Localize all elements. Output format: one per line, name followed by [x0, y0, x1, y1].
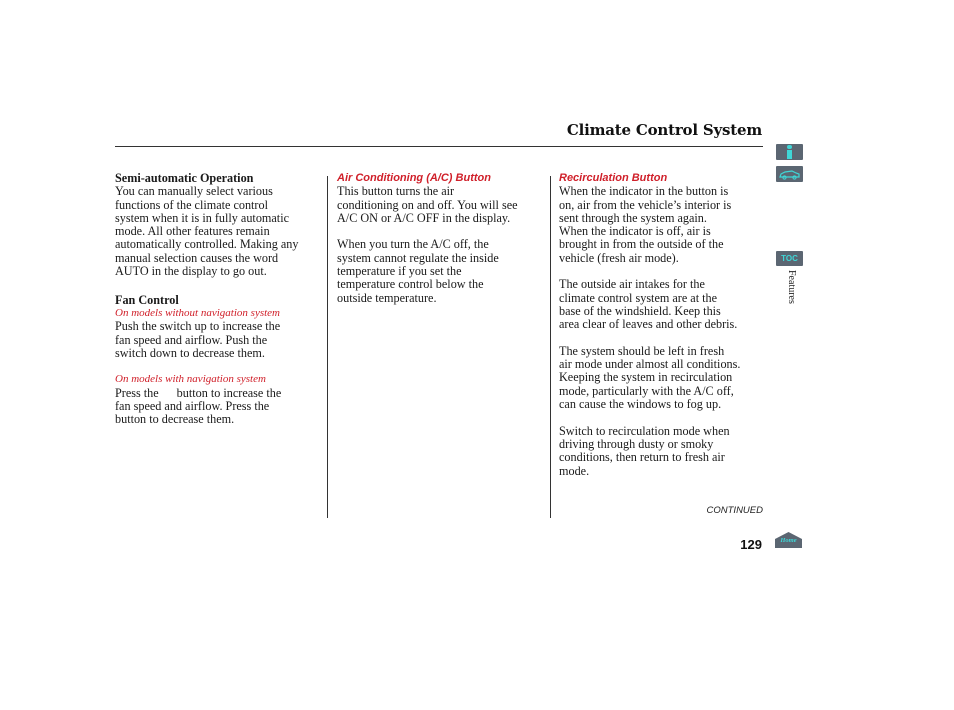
- text-line: temperature control below the: [337, 277, 484, 292]
- text-line: Keeping the system in recirculation: [559, 370, 733, 385]
- text-line: switch down to decrease them.: [115, 345, 265, 360]
- text-line: AUTO in the display to go out.: [115, 264, 267, 279]
- text-line: You can manually select various: [115, 184, 273, 199]
- page-number: 129: [740, 537, 762, 552]
- text-line: base of the windshield. Keep this: [559, 303, 721, 318]
- heading-semi-automatic: Semi-automatic Operation: [115, 171, 254, 185]
- text-line: A/C ON or A/C OFF in the display.: [337, 210, 511, 225]
- toc-label: TOC: [781, 254, 798, 263]
- text-line: automatically controlled. Making any: [115, 237, 299, 252]
- section-tab-features[interactable]: Features: [786, 270, 797, 304]
- text-line: area clear of leaves and other debris.: [559, 317, 738, 332]
- para-dusty-conditions: [559, 425, 764, 478]
- para-semi-automatic: [115, 185, 320, 278]
- text-line: The outside air intakes for the: [559, 277, 705, 292]
- text-line: fan speed and airflow. Press the: [115, 399, 270, 414]
- note-with-navigation: On models with navigation system: [115, 373, 266, 386]
- para-fan-button: [115, 387, 320, 427]
- text-line: Switch to recirculation mode when: [559, 423, 730, 438]
- para-ac-off: [337, 238, 542, 304]
- note-without-navigation: On models without navigation system: [115, 306, 280, 319]
- title-divider: [115, 146, 763, 147]
- home-button[interactable]: [774, 531, 803, 549]
- heading-recirculation-button: Recirculation Button: [559, 172, 668, 184]
- text-line: on, air from the vehicle’s interior is: [559, 197, 732, 212]
- text-line: The system should be left in fresh: [559, 343, 725, 358]
- text-line: When the indicator is off, air is: [559, 224, 711, 239]
- text-line: temperature if you set the: [337, 264, 462, 279]
- text-line: conditioning on and off. You will see: [337, 197, 518, 212]
- para-recirculation-indicator: [559, 185, 764, 265]
- text-line: brought in from the outside of the: [559, 237, 724, 252]
- text-line: system when it is in fully automatic: [115, 210, 289, 225]
- page-title: Climate Control System: [566, 121, 762, 139]
- text-line: conditions, then return to fresh air: [559, 450, 725, 465]
- toc-button[interactable]: [776, 251, 803, 266]
- text-line: sent through the system again.: [559, 210, 707, 225]
- home-label: Home: [780, 537, 797, 544]
- text-line: When the indicator in the button is: [559, 184, 729, 199]
- text-line: outside temperature.: [337, 290, 437, 305]
- heading-fan-control: Fan Control: [115, 292, 179, 307]
- text-line: manual selection causes the word: [115, 250, 279, 265]
- info-button[interactable]: [776, 144, 803, 160]
- text-line: climate control system are at the: [559, 290, 718, 305]
- text-line: button to decrease them.: [115, 412, 235, 427]
- column-divider: [550, 176, 551, 518]
- text-line: Push the switch up to increase the: [115, 319, 281, 334]
- info-icon: [787, 145, 792, 149]
- car-icon: [778, 168, 801, 180]
- para-ac-toggle: [337, 185, 542, 225]
- para-fresh-air-mode: [559, 345, 764, 411]
- text-line: When you turn the A/C off, the: [337, 237, 489, 252]
- text-line: vehicle (fresh air mode).: [559, 250, 679, 265]
- text-line: button to increase the: [176, 385, 282, 400]
- text-line: system cannot regulate the inside: [337, 250, 499, 265]
- text-line: fan speed and airflow. Push the: [115, 332, 268, 347]
- heading-ac-button: Air Conditioning (A/C) Button: [337, 172, 491, 184]
- car-index-button[interactable]: [776, 166, 803, 182]
- text-line: This button turns the air: [337, 184, 455, 199]
- text-line: air mode under almost all conditions.: [559, 357, 741, 372]
- text-line: functions of the climate control: [115, 197, 268, 212]
- text-line: driving through dusty or smoky: [559, 436, 714, 451]
- continued-label: CONTINUED: [706, 505, 763, 516]
- text-line: Press the: [115, 385, 159, 400]
- text-line: mode.: [559, 463, 590, 478]
- text-line: mode, particularly with the A/C off,: [559, 383, 734, 398]
- column-recirculation: [559, 170, 764, 478]
- para-air-intakes: [559, 278, 764, 331]
- column-semi-automatic: [115, 170, 320, 427]
- column-air-conditioning: [337, 170, 542, 305]
- text-line: can cause the windows to fog up.: [559, 397, 722, 412]
- para-fan-switch: [115, 320, 320, 360]
- text-line: mode. All other features remain: [115, 224, 270, 239]
- column-divider: [327, 176, 328, 518]
- info-icon-body: [787, 150, 792, 159]
